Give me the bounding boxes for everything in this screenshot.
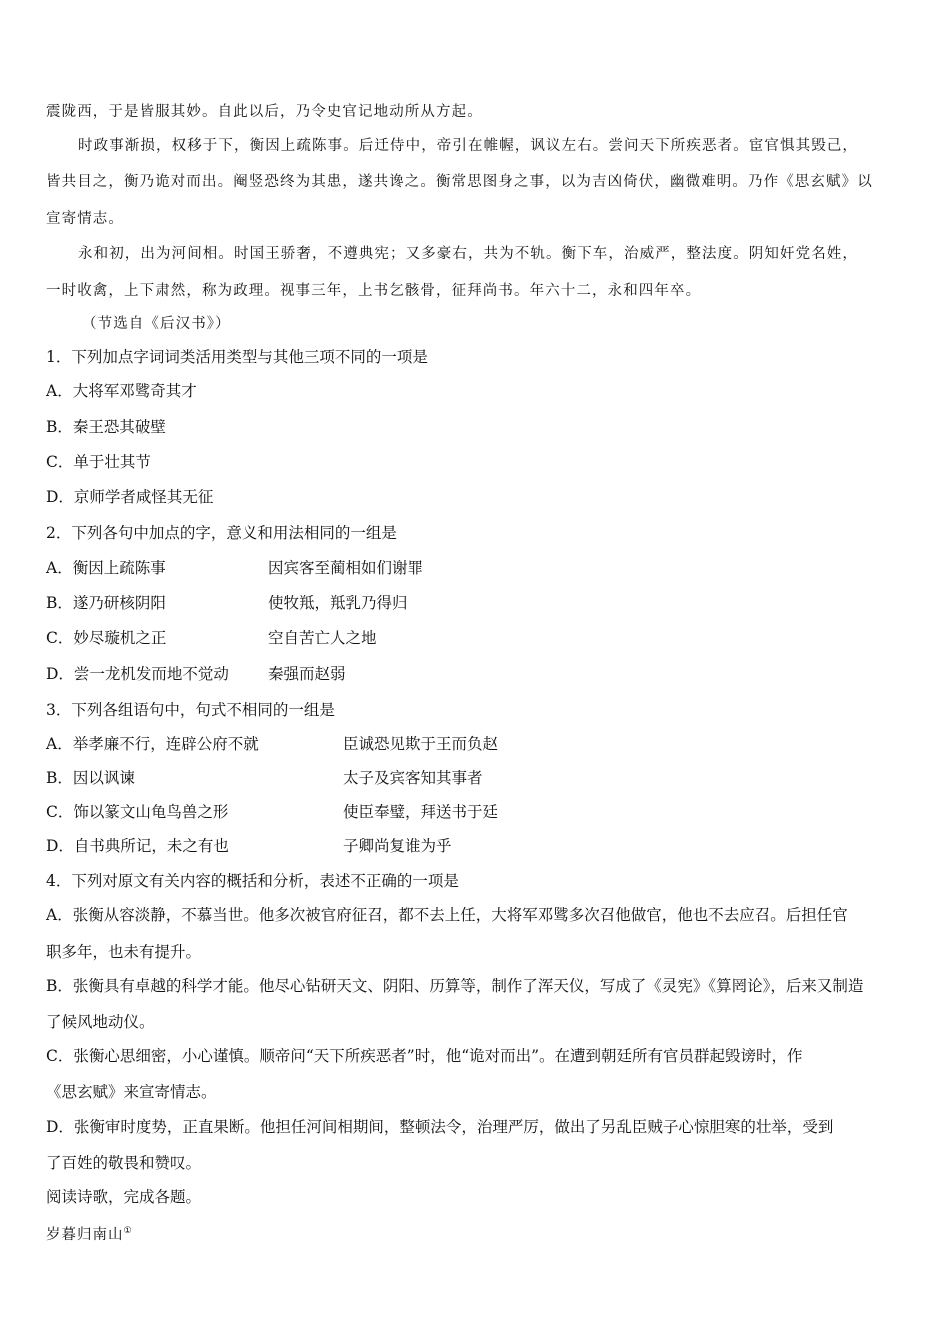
question-1-option-b: B．秦王恐其破壁	[46, 418, 166, 436]
question-3-option-b: B．因以讽谏	[46, 769, 135, 787]
poem-title-text: 岁暮归南山	[46, 1226, 124, 1243]
question-3-option-d: D．自书典所记，未之有也	[46, 837, 229, 855]
question-4-option-a-line-2: 职多年，也未有提升。	[46, 943, 202, 961]
question-2-option-a-right: 因宾客至蔺相如们谢罪	[268, 559, 424, 577]
passage-line-5: 永和初，出为河间相。时国王骄奢，不遵典宪；又多豪右，共为不轨。衡下车，治威严，整法度。阴知奸党名姓，	[78, 246, 858, 262]
question-3-option-a: A．举孝廉不行，连辟公府不就	[46, 735, 259, 753]
question-3-option-c: C．饰以篆文山龟鸟兽之形	[46, 803, 229, 821]
question-4-option-b-line-1: B．张衡具有卓越的科学才能。他尽心钻研天文、阴阳、历算等，制作了浑天仪，写成了《灵宪》《算罔论》，后来又制造	[46, 977, 864, 995]
poem-intro: 阅读诗歌，完成各题。	[46, 1188, 202, 1206]
passage-line-6: 一时收禽，上下肃然，称为政理。视事三年，上书乞骸骨，征拜尚书。年六十二，永和四年卒。	[46, 283, 702, 299]
question-2-option-b-right: 使牧羝，羝乳乃得归	[268, 594, 408, 612]
question-4-option-d-line-2: 了百姓的敬畏和赞叹。	[46, 1154, 202, 1172]
question-4-option-d-line-1: D．张衡审时度势，正直果断。他担任河间相期间，整顿法令，治理严厉，做出了另乱臣贼子心惊胆寒的壮举，受到	[46, 1118, 834, 1136]
question-3-stem: 3．下列各组语句中，句式不相同的一组是	[46, 701, 335, 719]
question-2-option-d-right: 秦强而赵弱	[268, 665, 346, 683]
question-2-stem: 2．下列各句中加点的字，意义和用法相同的一组是	[46, 524, 397, 542]
question-2-option-c-right: 空自苦亡人之地	[268, 629, 377, 647]
question-3-option-a-right: 臣诚恐见欺于王而负赵	[343, 735, 499, 753]
question-3-option-b-right: 太子及宾客知其事者	[343, 769, 483, 787]
poem-footnote-mark: ①	[123, 1226, 133, 1236]
passage-line-3: 皆共目之，衡乃诡对而出。阉竖恐终为其患，遂共谗之。衡常思图身之事，以为吉凶倚伏，幽微难明。乃作《思玄赋》以	[46, 174, 873, 190]
question-1-stem: 1．下列加点字词词类活用类型与其他三项不同的一项是	[46, 348, 428, 366]
question-1-option-a: A．大将军邓骘奇其才	[46, 382, 197, 400]
poem-title	[46, 1221, 133, 1245]
question-3-option-d-right: 子卿尚复谁为乎	[343, 837, 452, 855]
question-2-option-d: D．尝一龙机发而地不觉动	[46, 665, 229, 683]
question-2-option-b: B．遂乃研核阴阳	[46, 594, 166, 612]
passage-line-2: 时政事渐损，权移于下，衡因上疏陈事。后迁侍中，帝引在帷幄，讽议左右。尝问天下所疾恶者。宦官惧其毁己，	[78, 138, 858, 154]
question-1-option-d: D．京师学者咸怪其无征	[46, 488, 214, 506]
question-4-option-b-line-2: 了候风地动仪。	[46, 1013, 155, 1031]
passage-source: （节选自《后汉书》）	[82, 316, 231, 332]
question-4-option-c-line-2: 《思玄赋》来宣寄情志。	[46, 1083, 217, 1101]
question-2-option-a: A．衡因上疏陈事	[46, 559, 166, 577]
passage-line-4: 宣寄情志。	[46, 211, 124, 227]
question-4-option-a-line-1: A．张衡从容淡静，不慕当世。他多次被官府征召，都不去上任，大将军邓骘多次召他做官，他也不去应召。后担任官	[46, 906, 848, 924]
passage-line-1: 震陇西，于是皆服其妙。自此以后，乃令史官记地动所从方起。	[46, 104, 483, 120]
question-2-option-c: C．妙尽璇机之正	[46, 629, 167, 647]
question-4-stem: 4．下列对原文有关内容的概括和分析，表述不正确的一项是	[46, 872, 459, 890]
question-1-option-c: C．单于壮其节	[46, 453, 151, 471]
question-4-option-c-line-1: C．张衡心思细密，小心谨慎。顺帝问“天下所疾恶者”时，他“诡对而出”。在遭到朝廷所有官员群起毁谤时，作	[46, 1047, 803, 1065]
question-3-option-c-right: 使臣奉璧，拜送书于廷	[343, 803, 499, 821]
